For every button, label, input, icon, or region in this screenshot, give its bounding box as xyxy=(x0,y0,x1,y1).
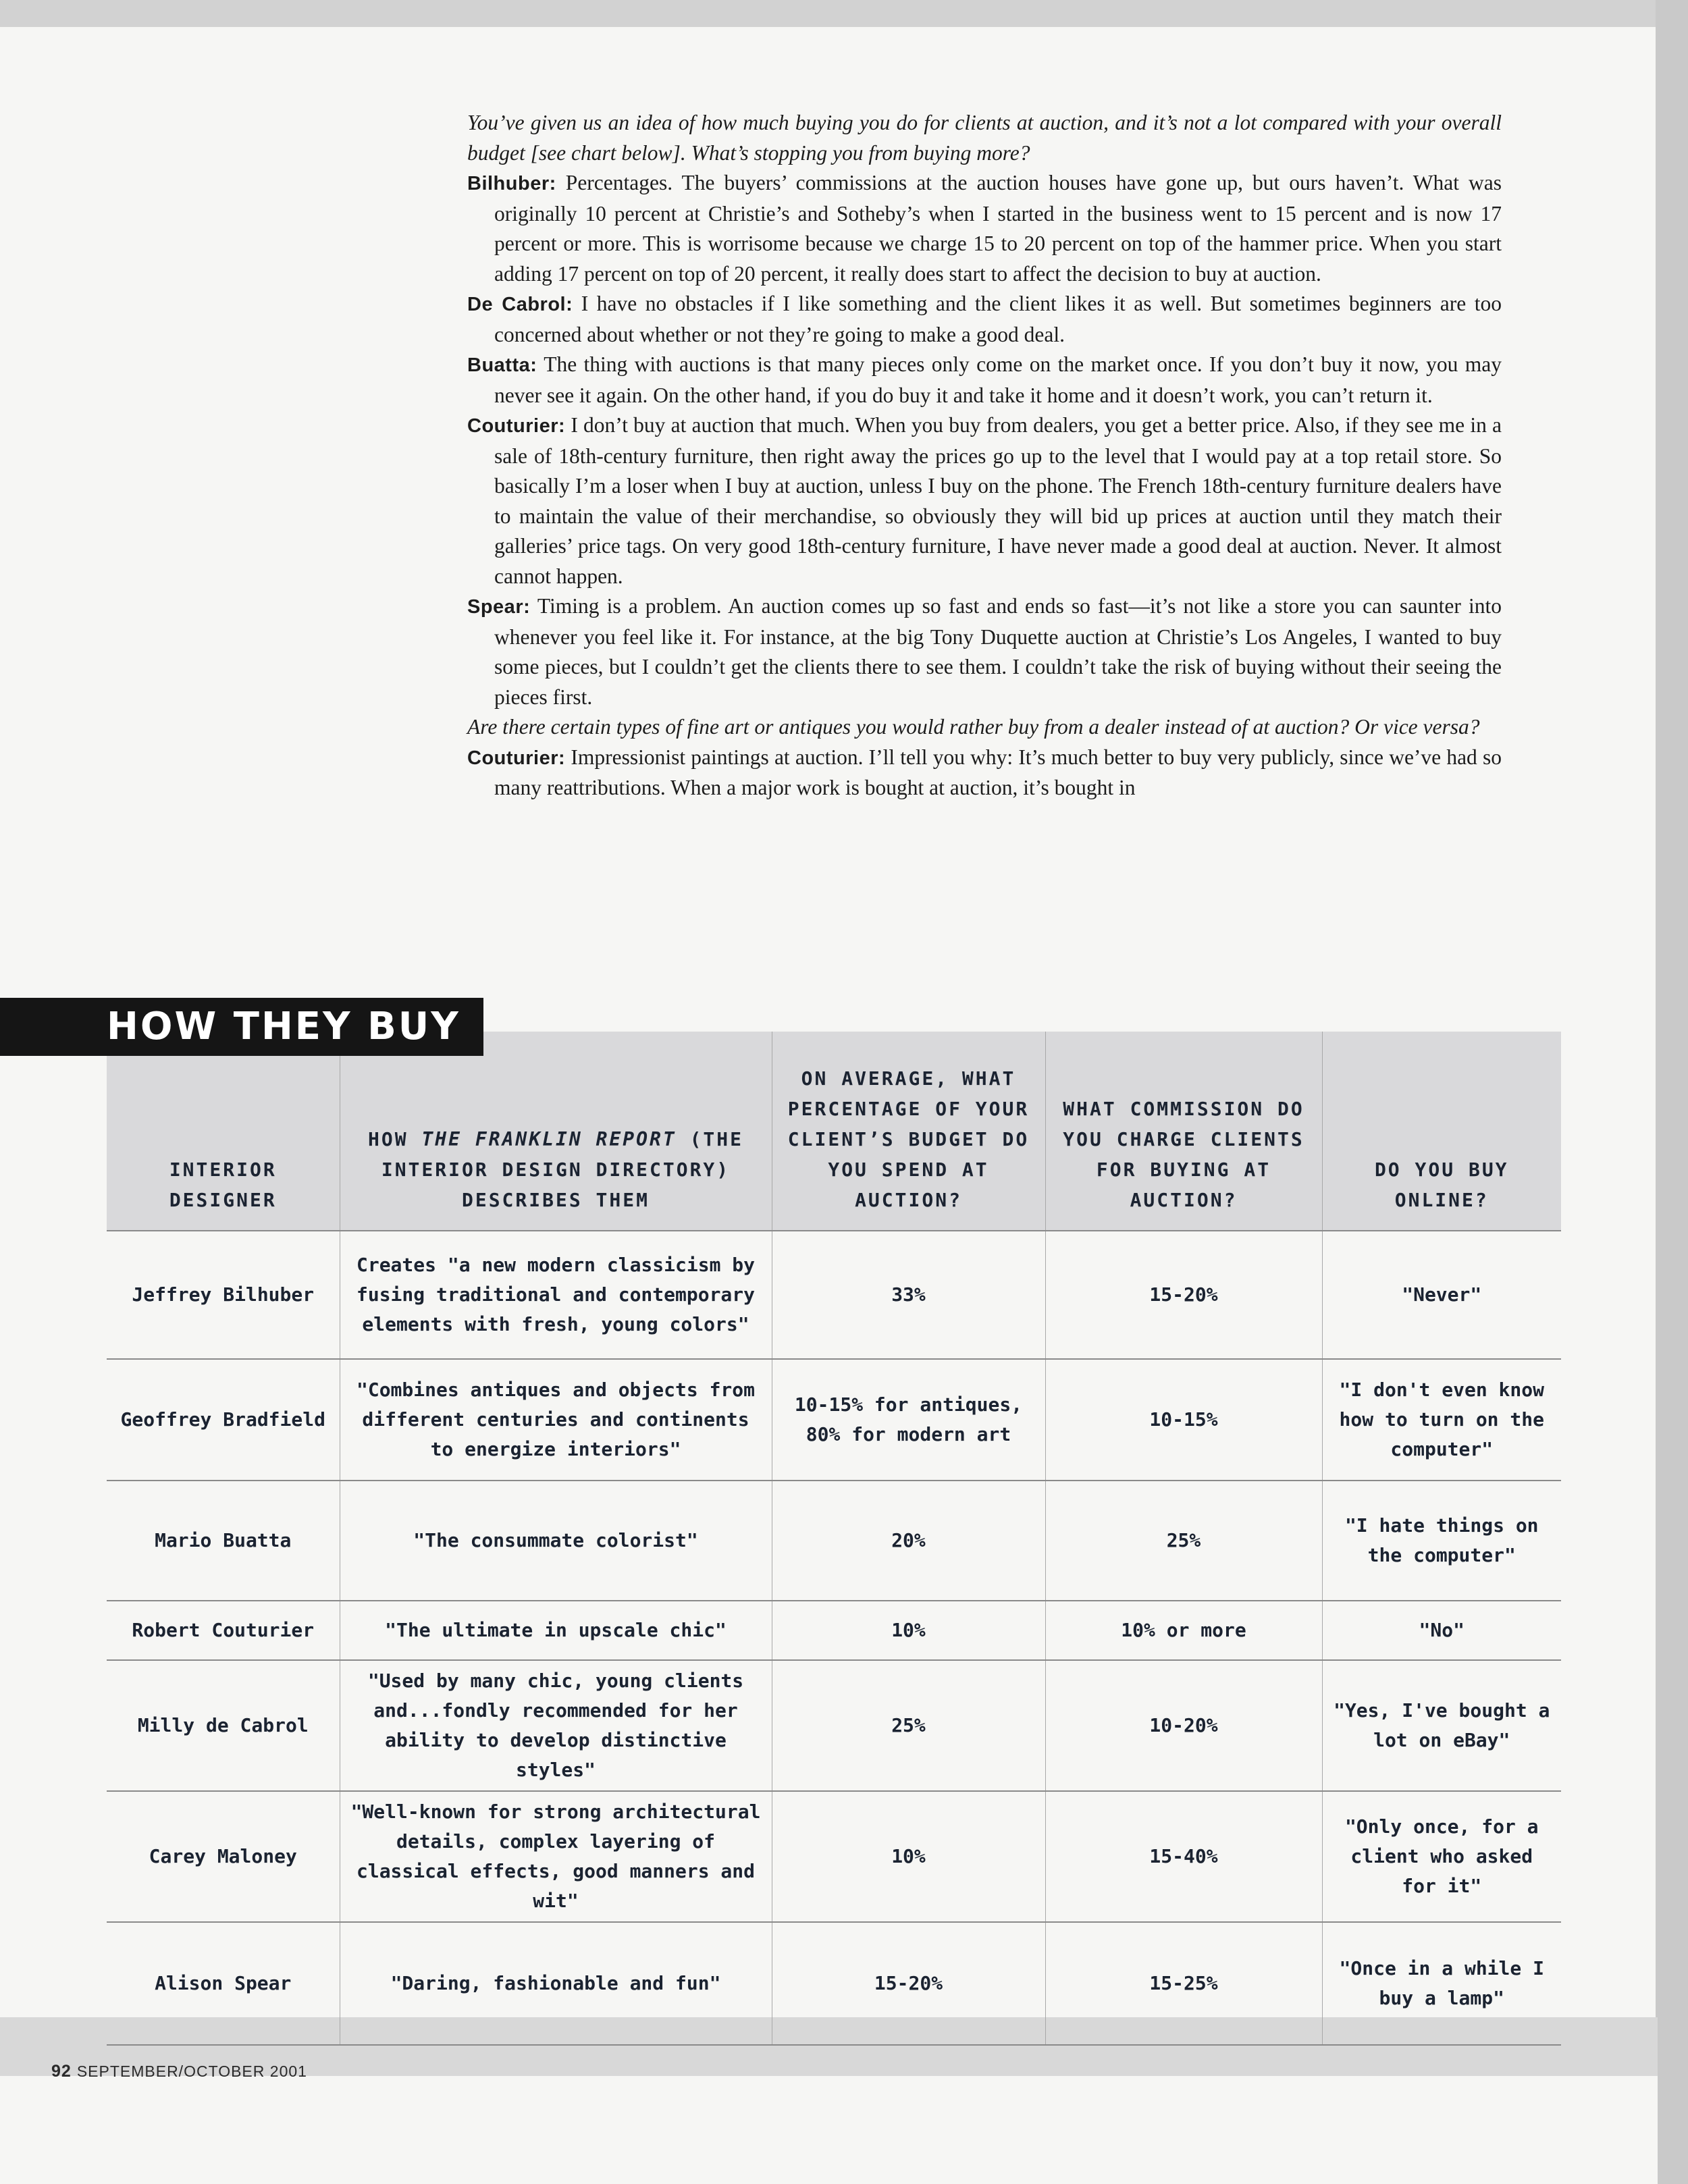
issue-date: SEPTEMBER/OCTOBER 2001 xyxy=(76,2062,307,2080)
designer-name: Alison Spear xyxy=(107,1922,340,2045)
auction-percentage: 10-15% for antiques, 80% for modern art xyxy=(772,1359,1045,1481)
auction-percentage: 20% xyxy=(772,1481,1045,1601)
question-2: Are there certain types of fine art or antiques you would rather buy from a dealer instead of at auction? Or vice versa? xyxy=(467,715,1480,739)
auction-percentage: 25% xyxy=(772,1660,1045,1791)
buys-online: "Yes, I've bought a lot on eBay" xyxy=(1322,1660,1561,1791)
table-row xyxy=(107,1481,1561,1601)
buys-online: "No" xyxy=(1322,1601,1561,1660)
designer-description: "The consummate colorist" xyxy=(340,1481,772,1601)
table-row xyxy=(107,1231,1561,1359)
answer-couturier-2 xyxy=(467,743,1502,803)
commission-value: 15-20% xyxy=(1045,1231,1322,1359)
speaker-name: Buatta: xyxy=(467,354,537,376)
buys-online: "Never" xyxy=(1322,1231,1561,1359)
answer-buatta xyxy=(467,350,1502,410)
answer-bilhuber xyxy=(467,168,1502,289)
commission-value: 10-20% xyxy=(1045,1660,1322,1791)
section-banner xyxy=(0,998,483,1056)
banner-title: HOW THEY BUY xyxy=(107,1005,460,1048)
answer-couturier xyxy=(467,410,1502,591)
designer-name: Carey Maloney xyxy=(107,1791,340,1922)
answer-text: Percentages. The buyers’ commissions at the auction houses have gone up, but ours haven’t. What was originally 10 percent at Christie’s and Sotheby’s when I started in the business went to 15 percent and is now 17 percent or more. This is worrisome because we charge 15 to 20 percent on top of the hammer price. When you start adding 17 percent on top of 20 percent, it really does start to affect the decision to buy at auction. xyxy=(494,171,1502,286)
table-row xyxy=(107,1359,1561,1481)
how-they-buy-table-section xyxy=(107,1032,1561,2046)
header-franklin-report: THE FRANKLIN REPORT xyxy=(421,1128,677,1150)
commission-value: 10% or more xyxy=(1045,1601,1322,1660)
designer-description: "The ultimate in upscale chic" xyxy=(340,1601,772,1660)
designer-name: Jeffrey Bilhuber xyxy=(107,1231,340,1359)
answer-de-cabrol xyxy=(467,289,1502,350)
table-row xyxy=(107,1922,1561,2045)
designer-name: Mario Buatta xyxy=(107,1481,340,1601)
speaker-name: Spear: xyxy=(467,596,531,618)
table-row xyxy=(107,1601,1561,1660)
speaker-name: Couturier: xyxy=(467,415,566,437)
answer-text: Impressionist paintings at auction. I’ll tell you why: It’s much better to buy very publicly, since we’ve had so many reattributions. When a major work is bought at auction, it’s bought in xyxy=(494,745,1502,799)
designer-description: "Used by many chic, young clients and...fondly recommended for her ability to develop distinctive styles" xyxy=(340,1660,772,1791)
page-folio xyxy=(51,2062,307,2081)
answer-text: I have no obstacles if I like something and the client likes it as well. But sometimes beginners are too concerned about whether or not they’re going to make a good deal. xyxy=(494,292,1502,346)
auction-percentage: 15-20% xyxy=(772,1922,1045,2045)
auction-percentage: 33% xyxy=(772,1231,1045,1359)
header-describes-them: HOW THE FRANKLIN REPORT (THE INTERIOR DESIGN DIRECTORY) DESCRIBES THEM xyxy=(340,1032,772,1231)
table-header-row xyxy=(107,1032,1561,1231)
answer-text: Timing is a problem. An auction comes up so fast and ends so fast—it’s not like a store you can saunter into whenever you feel like it. For instance, at the big Tony Duquette auction at Christie’s Los Angeles, I wanted to buy some pieces, but I couldn’t get the clients there to see them. I couldn’t take the risk of buying without their seeing the pieces first. xyxy=(494,594,1502,709)
commission-value: 15-25% xyxy=(1045,1922,1322,2045)
header-percentage-at-auction: ON AVERAGE, WHAT PERCENTAGE OF YOUR CLIENT’S BUDGET DO YOU SPEND AT AUCTION? xyxy=(772,1032,1045,1231)
commission-value: 15-40% xyxy=(1045,1791,1322,1922)
page-footer-area xyxy=(0,2076,1658,2184)
buys-online: "I don't even know how to turn on the computer" xyxy=(1322,1359,1561,1481)
header-buy-online: DO YOU BUY ONLINE? xyxy=(1322,1032,1561,1231)
table-row xyxy=(107,1791,1561,1922)
answer-text: I don’t buy at auction that much. When you buy from dealers, you get a better price. Also, if they see me in a sale of 18th-century furniture, then right away the prices go up to the level that I would pay at a top retail store. So basically I’m a loser when I buy at auction, unless I buy on the phone. The French 18th-century furniture dealers have to maintain the value of their merchandise, so obviously they will bid up prices at auction until they match their galleries’ price tags. On very good 18th-century furniture, I have never made a good deal at auction. Never. It almost cannot happen. xyxy=(494,413,1502,588)
designer-description: "Well-known for strong architectural details, complex layering of classical effects, good manners and wit" xyxy=(340,1791,772,1922)
buys-online: "Only once, for a client who asked for it" xyxy=(1322,1791,1561,1922)
scan-border-right xyxy=(1656,0,1688,2184)
speaker-name: Bilhuber: xyxy=(467,173,556,194)
buys-online: "I hate things on the computer" xyxy=(1322,1481,1561,1601)
header-commission: WHAT COMMISSION DO YOU CHARGE CLIENTS FOR BUYING AT AUCTION? xyxy=(1045,1032,1322,1231)
auction-percentage: 10% xyxy=(772,1601,1045,1660)
designer-name: Robert Couturier xyxy=(107,1601,340,1660)
how-they-buy-table xyxy=(107,1032,1561,2046)
page-number: 92 xyxy=(51,2062,72,2081)
commission-value: 10-15% xyxy=(1045,1359,1322,1481)
auction-percentage: 10% xyxy=(772,1791,1045,1922)
designer-description: Creates "a new modern classicism by fusing traditional and contemporary elements with fresh, young colors" xyxy=(340,1231,772,1359)
designer-description: "Combines antiques and objects from different centuries and continents to energize interiors" xyxy=(340,1359,772,1481)
question-1: You’ve given us an idea of how much buying you do for clients at auction, and it’s not a lot compared with your overall budget [see chart below]. What’s stopping you from buying more? xyxy=(467,111,1502,165)
answer-text: The thing with auctions is that many pieces only come on the market once. If you don’t buy it now, you may never see it again. On the other hand, if you do buy it and take it home and it doesn’t work, you can’t return it. xyxy=(494,352,1502,407)
header-interior-designer: INTERIOR DESIGNER xyxy=(107,1032,340,1231)
table-row xyxy=(107,1660,1561,1791)
speaker-name: Couturier: xyxy=(467,747,566,769)
interview-text xyxy=(467,108,1502,803)
answer-spear xyxy=(467,591,1502,712)
speaker-name: De Cabrol: xyxy=(467,294,573,315)
designer-name: Milly de Cabrol xyxy=(107,1660,340,1791)
designer-name: Geoffrey Bradfield xyxy=(107,1359,340,1481)
designer-description: "Daring, fashionable and fun" xyxy=(340,1922,772,2045)
commission-value: 25% xyxy=(1045,1481,1322,1601)
buys-online: "Once in a while I buy a lamp" xyxy=(1322,1922,1561,2045)
